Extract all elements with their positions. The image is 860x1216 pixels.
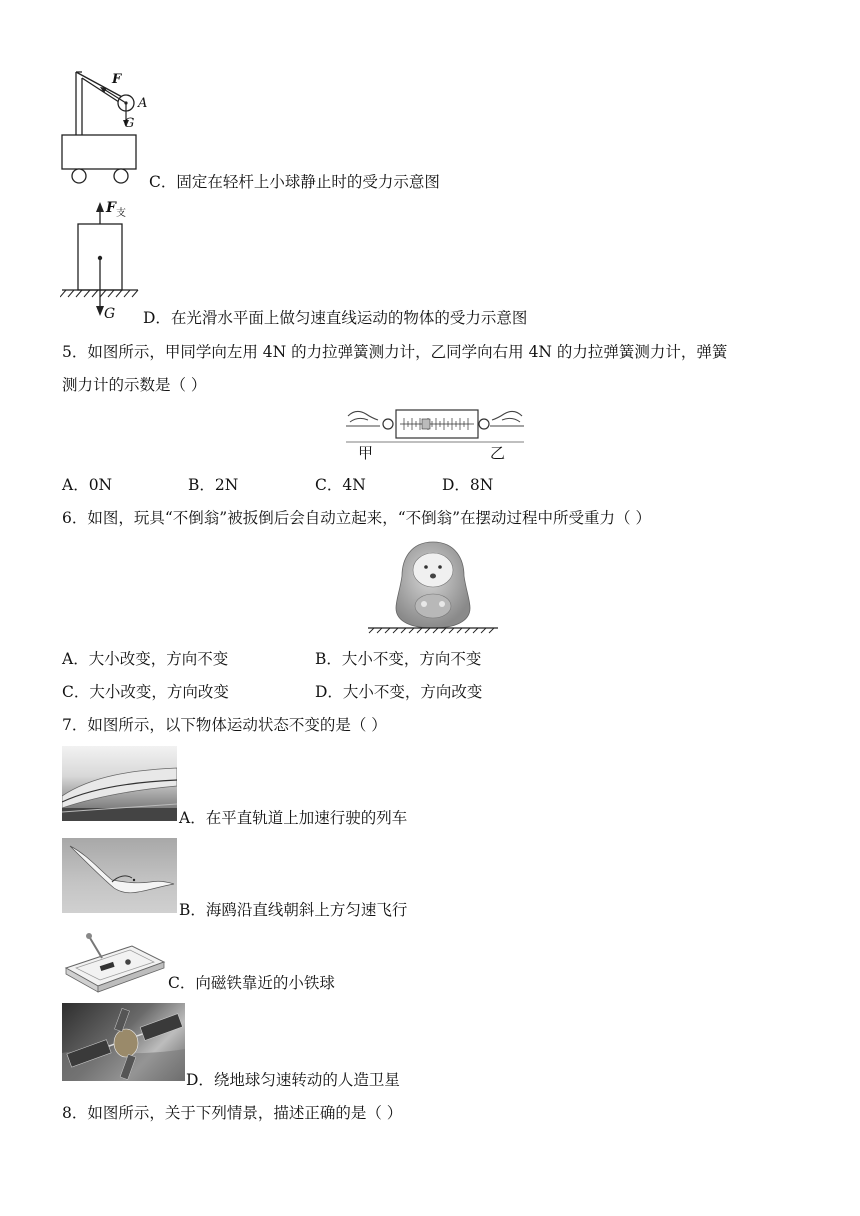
q5-stem-line1: 5．如图所示，甲同学向左用 4N 的力拉弹簧测力计，乙同学向右用 4N 的力拉弹簧测力计，弹簧	[62, 343, 728, 361]
q7-option-b[interactable]: B．海鸥沿直线朝斜上方匀速飞行	[179, 901, 408, 919]
q7-option-a[interactable]: A．在平直轨道上加速行驶的列车	[179, 809, 408, 827]
point-label-a: A	[138, 96, 148, 111]
support-force-letter: F	[106, 200, 116, 216]
gravity-label-g: G	[124, 116, 135, 131]
q7-stem: 7．如图所示，以下物体运动状态不变的是（ ）	[62, 716, 387, 734]
q5-option-b[interactable]: B．2N	[188, 476, 239, 494]
q5-option-d[interactable]: D．8N	[442, 476, 494, 494]
q6-option-b[interactable]: B．大小不变，方向不变	[315, 650, 482, 668]
figure-spring-scale	[344, 404, 526, 464]
q4-option-d[interactable]: D．在光滑水平面上做匀速直线运动的物体的受力示意图	[143, 309, 528, 327]
q7-option-d[interactable]: D．绕地球匀速转动的人造卫星	[186, 1071, 400, 1089]
force-label-f: F	[112, 72, 122, 87]
q4-option-c[interactable]: C．固定在轻杆上小球静止时的受力示意图	[149, 173, 440, 191]
seagull-photo	[62, 838, 177, 913]
satellite-photo	[62, 1003, 185, 1081]
support-force-subscript: 支	[115, 207, 126, 219]
figure-block-on-ground	[60, 198, 140, 326]
figure-roly-poly-toy	[366, 538, 500, 634]
q6-option-d[interactable]: D．大小不变，方向改变	[315, 683, 483, 701]
gravity-label-g: G	[104, 306, 116, 322]
figure-rod-ball-cart	[58, 68, 148, 188]
train-photo	[62, 746, 177, 821]
magnet-ball-photo	[62, 928, 168, 1000]
q7-option-c[interactable]: C．向磁铁靠近的小铁球	[168, 974, 335, 992]
student-jia-label: 甲	[358, 444, 374, 462]
q5-stem-line2: 测力计的示数是（ ）	[62, 376, 207, 394]
q8-stem: 8．如图所示，关于下列情景，描述正确的是（ ）	[62, 1104, 403, 1122]
q5-option-c[interactable]: C．4N	[315, 476, 366, 494]
q6-stem: 6．如图，玩具“不倒翁”被扳倒后会自动立起来，“不倒翁”在摆动过程中所受重力（ ）	[62, 509, 651, 527]
q6-option-a[interactable]: A．大小改变，方向不变	[62, 650, 229, 668]
q5-option-a[interactable]: A．0N	[62, 476, 113, 494]
support-force-label	[106, 200, 126, 219]
student-yi-label: 乙	[490, 444, 506, 462]
q6-option-c[interactable]: C．大小改变，方向改变	[62, 683, 229, 701]
